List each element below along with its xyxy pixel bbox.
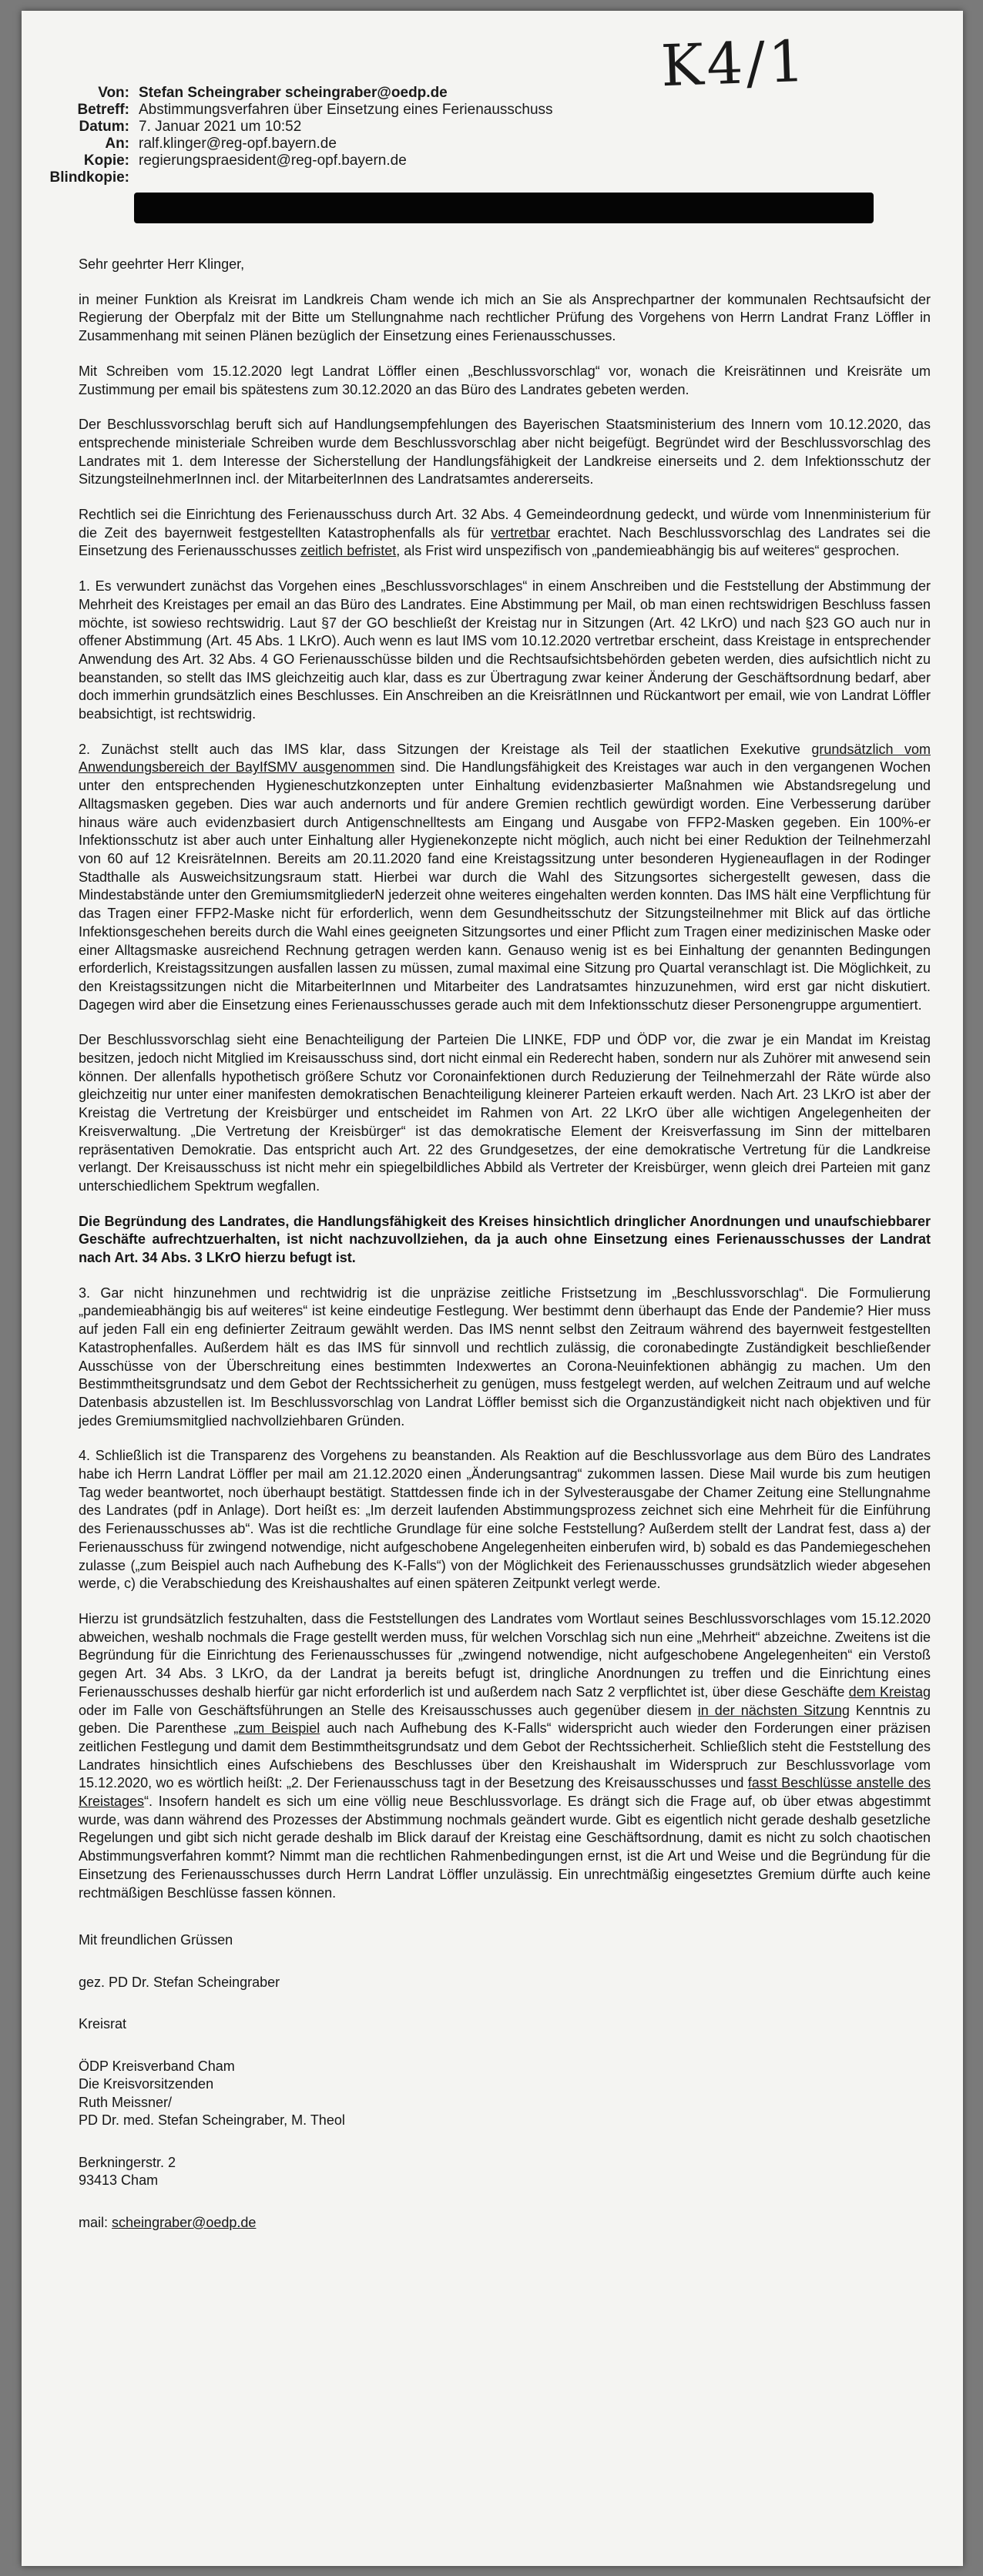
header-bcc-row (45, 169, 738, 186)
salutation: Sehr geehrter Herr Klinger, (79, 256, 245, 272)
date-value: 7. Januar 2021 um 10:52 (139, 119, 302, 135)
handwritten-stamp: K4/1 (659, 28, 809, 100)
mail-line: mail: scheingraber@oedp.de (79, 2214, 257, 2230)
letter-body (79, 256, 931, 2232)
email-header (45, 85, 738, 186)
header-to-row (45, 136, 738, 152)
signer-name: gez. PD Dr. Stefan Scheingraber (79, 1974, 280, 1990)
paragraph-point-3: 3. Gar nicht hinzunehmen und rechtwidrig ist die unpräzise zeitliche Fristsetzung im „Beschlussvorschlag“. Die Formulierung „pandemieabhängig bis auf weiteres“ ist keine eindeutige Festlegung. Wer bestimmt denn überhaupt das Ende der Pandemie? Hier muss auf jeden Fall ein eng definierter Zeitraum gewählt werden. Das IMS nennt selbst den Zeitraum während des bayernweit festgestellten Katastrophenfalles. Außerdem hält es das IMS für sinnvoll und rechtlich zulässig, die coronabedingte Zuständigkeit beschließender Ausschüsse von der Überschreitung eines bestimmten Indexwertes an Corona-Neuinfektionen abhängig zu machen. Um den Bestimmtheitsgrundsatz und dem Gebot der Rechtssicherheit zu genügen, muss festgelegt werden, auf welchen Zeitraum und auf welche Datenbasis abzustellen ist. Im Beschlussvorschlag von Landrat Löffler bemisst sich die Organzuständigkeit nicht nach objektiven und für jedes Gremiumsmitglied nachvollziehbaren Gründen. (79, 1285, 931, 1429)
letter-page (22, 11, 963, 2566)
paragraph-justification: Der Beschlussvorschlag beruft sich auf Handlungsempfehlungen des Bayerischen Staatsministerium des Innern vom 10.12.2020, das entsprechende ministeriale Schreiben wurde dem Beschlussvorschlag aber nicht beigefügt. Begründet wird der Beschlussvorschlag des Landrates mit 1. dem Interesse der Sicherstellung der Handlungsfähigkeit der Landkreise einerseits und 2. dem Infektionsschutz der SitzungsteilnehmerInnen incl. der MitarbeiterInnen des Landratsamtes andererseits. (79, 417, 931, 487)
address-city: 93413 Cham (79, 2172, 159, 2189)
paragraph-intro: in meiner Funktion als Kreisrat im Landkreis Cham wende ich mich an Sie als Ansprechpartner der kommunalen Rechtsaufsicht der Regierung der Oberpfalz mit der Bitte um Stellungnahme nach rechtlicher Prüfung des Vorgehens von Herrn Landrat Franz Löffler in Zusammenhang mit seinen Plänen bezüglich der Einsetzung eines Ferienausschusses. (79, 291, 931, 344)
paragraph-legal-basis: Rechtlich sei die Einrichtung des Ferienausschuss durch Art. 32 Abs. 4 Gemeindeordnung gedeckt, und würde vom Innenministerium für die Zeit des bayernweit festgestellten Katastrophenfalls als für vertretbar erachtet. Nach Beschlussvorschlag des Landrates sei die Einsetzung des Ferienausschusses zeitlich befristet, als Frist wird unspezifisch von „pandemieabhängig bis auf weiteres“ gesprochen. (79, 507, 931, 559)
paragraph-point-4: 4. Schließlich ist die Transparenz des Vorgehens zu beanstanden. Als Reaktion auf die Beschlussvorlage aus dem Büro des Landrates habe ich Herrn Landrat Löffler per mail am 21.12.2020 einen „Änderungsantrag“ zukommen lassen. Diese Mail wurde bis zum heutigen Tag weder beantwortet, noch überhaupt bestätigt. Stattdessen finde ich in der Sylvesterausgabe der Chamer Zeitung eine Stellungnahme des Landrates (pdf in Anlage). Dort heißt es: „Im derzeit laufenden Abstimmungsprozess zeichnet sich eine Mehrheit für die Einführung des Ferienausschusses ab“. Was ist die rechtliche Grundlage für eine solche Feststellung? Außerdem stellt der Landrat fest, dass a) der Ferienausschuss für zwingend notwendige, nicht aufgeschobene Angelegenheiten einberufen wird, b) sobald es das Pandemiegeschehen zulasse („zum Beispiel auch nach Aufhebung des K-Falls“) von der Möglichkeit des Ferienausschusses grundsätzlich wieder abgesehen werde, c) die Verabschiedung des Kreishaushaltes auf einen späteren Zeitpunkt verlegt werde. (79, 1448, 931, 1592)
org-line-3: Ruth Meissner/ (79, 2094, 173, 2110)
paragraph-discrimination: Der Beschlussvorschlag sieht eine Benachteiligung der Parteien Die LINKE, FDP und ÖDP vor, die zwar je ein Mandat im Kreistag besitzen, jedoch nicht Mitglied im Kreisausschuss sind, dort nicht einmal ein Rederecht haben, sondern nur als Zuhörer mit anwesend sein können. Der allenfalls hypothetisch größere Schutz vor Coronainfektionen durch Reduzierung der Teilnehmerzahl der Räte würde also gleichzeitig nur unter einer manifesten demokratischen Benachteiligung kleinerer Parteien erkauft werden. Nach Art. 23 LKrO ist aber der Kreistag die Vertretung der Kreisbürger und entscheidet im Rahmen von Art. 22 LKrO über alle wichtigen Angelegenheiten der Kreisverwaltung. „Die Vertretung der Kreisbürger“ ist das demokratische Element der Kreisverfassung im Sinn der mittelbaren repräsentativen Demokratie. Das entspricht auch Art. 22 des Grundgesetzes, der eine demokratische Vertretung für die Landkreise verlangt. Der Kreisausschuss ist nicht mehr ein spiegelbildliches Abbild als Vertreter der Kreisbürger, wenn gleich drei Parteien mit ganz unterschiedlichem Spektrum wegfallen. (79, 1032, 931, 1194)
bcc-label: Blindkopie: (49, 169, 129, 186)
header-cc-row (45, 152, 738, 169)
subject-label: Betreff: (77, 102, 129, 118)
signer-role: Kreisrat (79, 2016, 127, 2032)
paragraph-bold-conclusion: Die Begründung des Landrates, die Handlungsfähigkeit des Kreises hinsichtlich dringlicher Anordnungen und unaufschiebbarer Geschäfte aufrechtzuerhalten, ist nicht nachzuvollziehen, da ja auch ohne Einsetzung eines Ferienausschusses der Landrat nach Art. 34 Abs. 3 LKrO hierzu befugt ist. (79, 1213, 931, 1266)
date-label: Datum: (79, 119, 129, 135)
paragraph-letter-ref: Mit Schreiben vom 15.12.2020 legt Landrat Löffler einen „Beschlussvorschlag“ vor, wonach die Kreisrätinnen und Kreisräte um Zustimmung per email bis spätestens zum 30.12.2020 an das Büro des Landrates gebeten werden. (79, 363, 931, 397)
org-line-4: PD Dr. med. Stefan Scheingraber, M. Theol (79, 2112, 345, 2129)
redaction-bar (134, 193, 874, 223)
mail-link[interactable]: scheingraber@oedp.de (112, 2214, 257, 2230)
from-value: Stefan Scheingraber scheingraber@oedp.de (139, 85, 448, 101)
org-line-1: ÖDP Kreisverband Cham (79, 2058, 235, 2074)
paragraph-point-2: 2. Zunächst stellt auch das IMS klar, dass Sitzungen der Kreistage als Teil der staatlichen Exekutive grundsätzlich vom Anwendungsbereich der BayIfSMV ausgenommen sind. Die Handlungsfähigkeit des Kreistages war auch in den vergangenen Wochen unter den entsprechenden Hygieneschutzkonzepten unter Einhaltung evidenzbasierter Maßnahmen wie Abstandsregelung und Alltagsmasken gegeben. Dies war auch andernorts und für andere Gremien rechtlich gewürdigt worden. Eine Verbesserung darüber hinaus wäre auch evidenzbasiert durch Antigenschnelltests am Eingang und Ausgabe von FFP2-Masken gegeben. Ein 100%-er Infektionsschutz ist aber auch unter Einhaltung aller Hygienekonzepte nicht möglich, auch nicht bei einer Reduktion der Teilnehmerzahl von 60 auf 12 KreisräteInnen. Bereits am 20.11.2020 fand eine Kreistagssitzung unter besonderen Hygieneauflagen in der Rodinger Stadthalle als Ausweichsitzungsraum statt. Hierbei war durch die Wahl des Sitzungsortes sichergestellt gewesen, dass die Mindestabstände unter den GremiumsmitgliederN jederzeit ohne weiteres eingehalten werden konnten. Das IMS hält eine Verpflichtung für das Tragen einer FFP2-Maske nicht für erforderlich, wenn dem Gesundheitsschutz der Sitzungsteilnehmer mit Blick auf das örtliche Infektionsgeschehen bereits durch die Wahl eines geeigneten Sitzungsortes und einer Pflicht zum Tragen einer medizinischen Maske oder einer Alltagsmaske ausreichend Rechnung getragen werden kann. Genauso wenig ist es bei Einhaltung der genannten Bedingungen erforderlich, Kreistagssitzungen ausfallen lassen zu müssen, zumal maximal eine Sitzung pro Quartal veranschlagt ist. Die Möglichkeit, zu den Kreistagssitzungen nicht die MitarbeiterInnen und Mitarbeiter des Landratsamtes hinzuzunehmen, wird erst gar nicht diskutiert. Dagegen wird aber die Einsetzung eines Ferienausschusses gerade auch mit dem Infektionsschutz dieser Personengruppe argumentiert. (79, 741, 931, 1013)
from-label: Von: (98, 85, 129, 101)
header-from-row (45, 85, 738, 102)
to-value: ralf.klinger@reg-opf.bayern.de (139, 136, 337, 152)
cc-label: Kopie: (83, 152, 129, 169)
cc-value: regierungspraesident@reg-opf.bayern.de (139, 152, 407, 169)
signature-block (79, 1931, 931, 2232)
address-street: Berkningerstr. 2 (79, 2154, 176, 2170)
header-subject-row (45, 102, 738, 119)
org-line-2: Die Kreisvorsitzenden (79, 2076, 214, 2092)
header-date-row (45, 119, 738, 136)
closing-greeting: Mit freundlichen Grüssen (79, 1932, 233, 1948)
paragraph-summary: Hierzu ist grundsätzlich festzuhalten, dass die Feststellungen des Landrates vom Wortlaut seines Beschlussvorschlages vom 15.12.2020 abweichen, weshalb nochmals die Frage gestellt werden muss, für welchen Vorschlag sich nun eine „Mehrheit“ abzeichne. Zweitens ist die Begründung für die Einrichtung des Ferienausschusses für „zwingend notwendige, nicht aufgeschobene Angelegenheiten“ ein Verstoß gegen Art. 34 Abs. 3 LKrO, da der Landrat ja bereits befugt ist, dringliche Anordnungen zu treffen und die Einrichtung eines Ferienausschusses deshalb hierfür gar nicht erforderlich ist und außerdem nach Satz 2 verpflichtet ist, über diese Geschäfte dem Kreistag oder im Falle von Geschäftsführungen an Stelle des Kreisausschusses auch gegenüber diesem in der nächsten Sitzung Kenntnis zu geben. Die Parenthese „zum Beispiel auch nach Aufhebung des K-Falls“ widerspricht auch wieder den Forderungen einer präzisen zeitlichen Festlegung und damit dem Bestimmtheitsgrundsatz und dem Gebot der Rechtssicherheit. Schließlich steht die Feststellung des Landrates hinsichtlich eines Aufschiebens des Beschlusses über den Kreishaushalt im Widerspruch zur Beschlussvorlage vom 15.12.2020, wo es wörtlich heißt: „2. Der Ferienausschuss tagt in der Besetzung des Kreisausschusses und fasst Beschlüsse anstelle des Kreistages“. Insofern handelt es sich um eine völlig neue Beschlussvorlage. Es drängt sich die Frage auf, ob über etwas abgestimmt wurde, was dann während des Prozesses der Abstimmung nochmals geändert wurde. Gibt es eigentlich nicht gerade deshalb gesetzliche Regelungen und gibt sich nicht gerade deshalb im Blick darauf der Kreistag eine Geschäftsordnung, damit es nicht zu solch chaotischen Abstimmungsverfahren kommt? Nimmt man die rechtlichen Rahmenbedingungen ernst, ist die Art und Weise und die Begründung für die Einsetzung des Ferienausschusses durch Herrn Landrat Löffler unzulässig. Ein unrechtmäßig eingesetztes Gremium dürfte auch keine rechtmäßigen Beschlüsse fassen können. (79, 1611, 931, 1901)
subject-value: Abstimmungsverfahren über Einsetzung eines Ferienausschuss (139, 102, 553, 118)
to-label: An: (105, 136, 129, 152)
paragraph-point-1: 1. Es verwundert zunächst das Vorgehen eines „Beschlussvorschlages“ in einem Anschreiben und die Feststellung der Abstimmung der Mehrheit des Kreistages per email an das Büro des Landrates. Eine Abstimmung per Mail, ob man einen rechtswidrigen Beschluss fassen möchte, ist sowieso rechtswidrig. Laut §7 der GO beschließt der Kreistag nur in Sitzungen (Art. 42 LKrO) und nach §23 GO auch nur in offener Abstimmung (Art. 45 Abs. 1 LKrO). Auch wenn es laut IMS vom 10.12.2020 vertretbar erscheint, dass Kreistage in entsprechender Anwendung des Art. 32 Abs. 4 GO Ferienausschüsse bilden und die Rechtsaufsichtsbehörden gebeten werden, dies aufsichtlich nicht zu beanstanden, so stellt das IMS gleichzeitig auch klar, dass es zur Übertragung zwar keiner Änderung der Geschäftsordnung bedarf, aber doch immerhin grundsätzlich eines Beschlusses. Ein Anschreiben an die KreisrätInnen und Rückantwort per email, wie von Landrat Löffler beabsichtigt, ist rechtswidrig. (79, 578, 931, 722)
